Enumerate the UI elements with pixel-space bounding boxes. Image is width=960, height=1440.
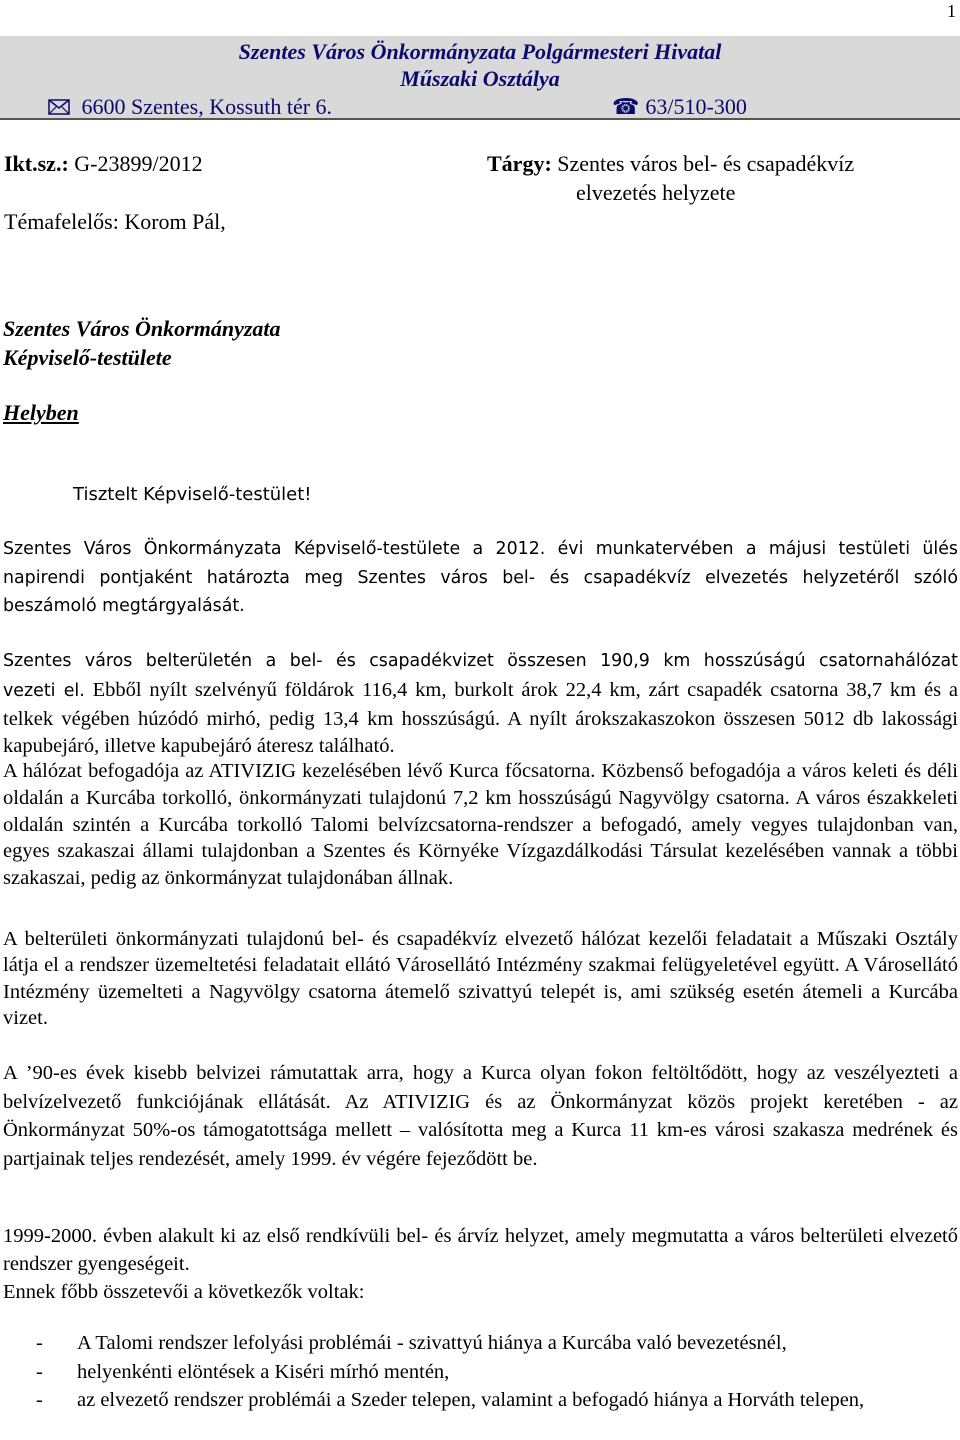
letterhead-phone: 63/510-300 (645, 94, 747, 119)
paragraph-network-2-lead: vezeti el. (3, 681, 85, 701)
temafelelos-label: Témafelelős: (4, 209, 119, 234)
targy-value-2: elvezetés helyzete (576, 180, 736, 205)
list-dash: - (36, 1332, 43, 1354)
targy-line (487, 151, 854, 177)
letterhead (0, 36, 960, 120)
paragraph-flood: 1999-2000. évben alakult ki az első rendkívüli bel- és árvíz helyzet, amely megmutatta a város belterületi elvezető rendszer gyengeségeit. (3, 1225, 958, 1275)
helyben: Helyben (3, 400, 79, 425)
iktsz-label: Ikt.sz.: (4, 151, 69, 176)
addressee-line-2: Képviselő-testülete (3, 345, 172, 370)
list-dash: - (36, 1360, 43, 1383)
targy-label: Tárgy: (487, 151, 552, 176)
list-item-text: az elvezető rendszer problémái a Szeder telepen, valamint a befogadó hiánya a Horváth telepen, (77, 1389, 865, 1411)
telephone-icon: ☎ (612, 94, 640, 119)
temafelelos-line (4, 209, 226, 235)
list-item (0, 1358, 958, 1387)
targy-value-1: Szentes város bel- és csapadékvíz (557, 151, 855, 176)
problem-list (0, 1329, 958, 1415)
iktsz-value: G-23899/2012 (74, 151, 203, 176)
paragraph-network-2 (3, 677, 958, 760)
list-item-text: A Talomi rendszer lefolyási problémái - szivattyú hiánya a Kurcába való bevezetésnél, (77, 1332, 787, 1354)
envelope-icon (48, 94, 76, 119)
list-item (0, 1386, 958, 1415)
paragraph-intro: Szentes Város Önkormányzata Képviselő-testülete a 2012. évi munkatervében a májusi testületi ülés napirendi pontjaként határozta meg Szentes város bel- és csapadékvíz elvezetés helyzetéről szóló beszámoló megtárgyalását. (3, 539, 958, 616)
paragraph-kurca: A ’90-es évek kisebb belvizei rámutattak arra, hogy a Kurca olyan fokon feltöltődött, hogy az veszélyezteti a belvízelvezető funkciójának ellátását. Az ATIVIZIG és az Önkormányzat közös projekt keretében - az Önkormányzat 50%-os támogatottsága mellett – valósította meg a Kurca 11 km-es városi szakasza medrének és partjainak teljes rendezését, amely 1999. év végére fejeződött be. (3, 1062, 958, 1170)
letterhead-address-line (48, 94, 332, 120)
iktsz-line (4, 151, 203, 177)
page-number: 1 (947, 1, 956, 21)
paragraph-recipient: A hálózat befogadója az ATIVIZIG kezelésében lévő Kurca főcsatorna. Közbenső befogadója a város keleti és déli oldalán a Kurcába torkolló, önkormányzati tulajdonú 7,2 km hosszúságú Nagyvölgy csatorna. A város északkeleti oldalán szintén a Kurcába torkolló Talomi belvízcsatorna-rendszer a befogadó, amely vegyes tulajdonban van, egyes szakaszai állami tulajdonban a Szentes és Környéke Vízgazdálkodási Társulat kezelésében vannak a többi szakaszai, pedig az önkormányzat tulajdonában állnak. (3, 760, 958, 890)
letterhead-address: 6600 Szentes, Kossuth tér 6. (81, 94, 333, 119)
letterhead-org: Szentes Város Önkormányzata Polgármesteri Hivatal (238, 39, 722, 64)
paragraph-components: Ennek főbb összetevői a következők voltak: (3, 1281, 365, 1303)
letterhead-dept: Műszaki Osztálya (400, 66, 560, 91)
list-item (0, 1329, 958, 1358)
list-dash: - (36, 1389, 43, 1411)
temafelelos-value: Korom Pál, (124, 209, 226, 234)
letterhead-phone-line (612, 94, 747, 120)
paragraph-network-2-rest: Ebből nyílt szelvényű földárok 116,4 km, burkolt árok 22,4 km, zárt csapadék csatorna 38,7 km és a telkek végében húzódó mirhó, pedig 13,4 km hosszúságú. A nyílt árokszakaszokon összesen 5012 db lakossági kapubejáró, illetve kapubejáró áteresz található. (3, 679, 958, 757)
salutation: Tisztelt Képviselő-testület! (73, 484, 312, 505)
paragraph-operator: A belterületi önkormányzati tulajdonú bel- és csapadékvíz elvezető hálózat kezelői feladatait a Műszaki Osztály látja el a rendszer üzemeltetési feladatait ellátó Városellátó Intézmény szakmai felügyeletével együtt. A Városellátó Intézmény üzemelteti a Nagyvölgy csatorna átemelő szivattyú telepét is, ami szükség esetén átemeli a Kurcába vizet. (3, 928, 958, 1030)
list-item-text: helyenkénti elöntések a Kiséri mírhó mentén, (77, 1360, 450, 1383)
paragraph-network-1: Szentes város belterületén a bel- és csapadékvizet összesen 190,9 km hosszúságú csatornahálózat (3, 651, 958, 671)
addressee-line-1: Szentes Város Önkormányzata (3, 316, 281, 341)
